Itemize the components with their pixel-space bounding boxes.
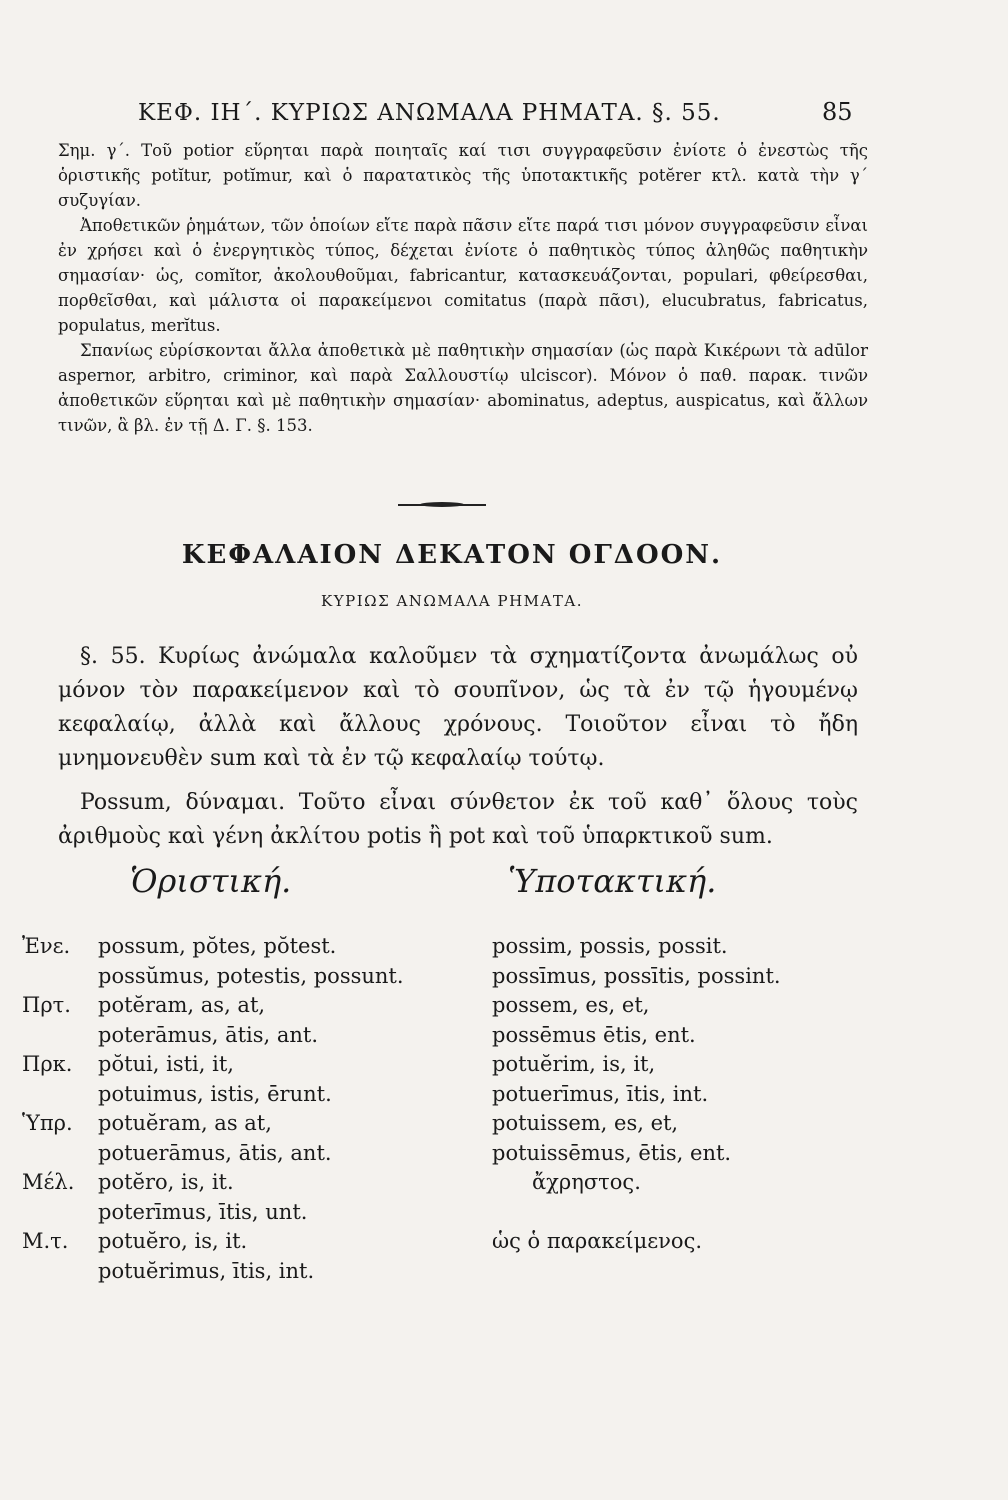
running-head: ΚΕΦ. ΙΗ΄. ΚΥΡΙΩΣ ΑΝΩΜΑΛΑ ΡΗΜΑΤΑ. §. 55. <box>138 100 721 126</box>
table-row <box>22 1229 922 1259</box>
indicative-form: potuĕram, as at, <box>98 1111 272 1135</box>
indicative-form: poterīmus, ītis, unt. <box>98 1199 308 1224</box>
conjugation-table <box>22 934 922 1288</box>
table-row <box>22 1259 922 1289</box>
indicative-form: possŭmus, potestis, possunt. <box>98 963 404 988</box>
subjunctive-form: potuĕrim, is, it, <box>492 1052 656 1076</box>
subjunctive-form: possīmus, possītis, possint. <box>492 963 781 988</box>
subjunctive-form: potuissēmus, ētis, ent. <box>492 1140 732 1165</box>
indicative-heading: Ὁριστική. <box>130 862 292 900</box>
table-row <box>22 1111 922 1141</box>
indicative-form: potuĕrimus, ītis, int. <box>98 1258 315 1283</box>
subjunctive-form: possem, es, et, <box>492 993 650 1017</box>
subjunctive-form: ὡς ὁ παρακείμενος. <box>492 1229 702 1253</box>
indicative-form: potuimus, istis, ērunt. <box>98 1081 332 1106</box>
subjunctive-form: possim, possis, possit. <box>492 934 728 958</box>
footnote-block <box>58 138 868 438</box>
note-paragraph-1: Σημ. γ΄. Τοῦ potior εὕρηται παρὰ ποιηταῖς καί τισι συγγραφεῦσιν ἐνίοτε ὁ ἐνεστὼς τῆς ὁριστικῆς potĭtur, potĭmur, καὶ ὁ παρατατικὸς τῆς ὑποτακτικῆς potĕrer κτλ. κατὰ τὴν γ΄ συζυγίαν. <box>58 141 868 210</box>
indicative-form: pŏtui, isti, it, <box>98 1052 234 1076</box>
table-row <box>22 1141 922 1171</box>
note-paragraph-2: Ἀποθετικῶν ῥημάτων, τῶν ὁποίων εἴτε παρὰ πᾶσιν εἴτε παρά τισι μόνον συγγραφεῦσιν εἶναι ἐν χρήσει καὶ ὁ ἐνεργητικὸς τύπος, δέχεται ἐνίοτε ὁ παθητικὸς τύπος ἀληθῶς παθητικὴν σημασίαν· ὡς, comĭtor, ἀκολουθοῦμαι, fabricantur, κατασκευάζονται, populari, φθείρεσθαι, πορθεῖσθαι, καὶ μάλιστα οἱ παρακείμενοι comitatus (παρὰ πᾶσι), elucubratus, fabricatus, populatus, merĭtus. <box>58 216 868 335</box>
ornamental-divider <box>398 504 486 506</box>
tense-label: Ὑπρ. <box>22 1111 73 1135</box>
chapter-subtitle: ΚΥΡΙΩΣ ΑΝΩΜΑΛΑ ΡΗΜΑΤΑ. <box>321 592 583 610</box>
section-text: §. 55. Κυρίως ἀνώμαλα καλοῦμεν τὰ σχηματίζοντα ἀνωμάλως οὐ μόνον τὸν παρακείμενον καὶ τὸ σουπῖνον, ὡς τὰ ἐν τῷ ἡγουμένῳ κεφαλαίῳ, ἀλλὰ καὶ ἄλλους χρόνους. Τοιοῦτον εἶναι τὸ ἤδη μνημονευθὲν sum καὶ τὰ ἐν τῷ κεφαλαίῳ τούτῳ. <box>58 644 858 771</box>
tense-label: Μ.τ. <box>22 1229 69 1253</box>
indicative-form: potĕro, is, it. <box>98 1170 234 1194</box>
tense-label: Πρκ. <box>22 1052 73 1076</box>
subjunctive-form: potuissem, es, et, <box>492 1111 679 1135</box>
indicative-form: potuerāmus, ātis, ant. <box>98 1140 332 1165</box>
table-row <box>22 934 922 964</box>
possum-paragraph <box>58 786 858 854</box>
indicative-form: potuĕro, is, it. <box>98 1229 248 1253</box>
table-row <box>22 1200 922 1230</box>
indicative-form: potĕram, as, at, <box>98 993 266 1017</box>
indicative-form: possum, pŏtes, pŏtest. <box>98 934 337 958</box>
subjunctive-form: ἄχρηστος. <box>532 1170 641 1194</box>
chapter-title: ΚΕΦΑΛΑΙΟΝ ΔΕΚΑΤΟΝ ΟΓΔΟΟΝ. <box>181 540 723 570</box>
tense-label: Πρτ. <box>22 993 71 1017</box>
page-number: 85 <box>822 98 853 126</box>
note-paragraph-3: Σπανίως εὑρίσκονται ἄλλα ἀποθετικὰ μὲ παθητικὴν σημασίαν (ὡς παρὰ Κικέρωνι τὰ adūlor aspernor, arbitro, criminor, καὶ παρὰ Σαλλουστίῳ ulciscor). Μόνον ὁ παθ. παρακ. τινῶν ἀποθετικῶν εὕρηται καὶ μὲ παθητικὴν σημασίαν· abominatus, adeptus, auspicatus, καὶ ἄλλων τινῶν, ἃ βλ. ἐν τῇ Δ. Γ. §. 153. <box>58 341 868 435</box>
table-row <box>22 1082 922 1112</box>
table-row <box>22 993 922 1023</box>
table-row <box>22 1023 922 1053</box>
subjunctive-heading: Ὑποτακτική. <box>508 862 717 900</box>
tense-label: Μέλ. <box>22 1170 75 1194</box>
subjunctive-form: potuerīmus, ītis, int. <box>492 1081 709 1106</box>
possum-text: Possum, δύναμαι. Τοῦτο εἶναι σύνθετον ἐκ τοῦ καθ᾽ ὅλους τοὺς ἀριθμοὺς καὶ γένη ἀκλίτου potis ἢ pot καὶ τοῦ ὑπαρκτικοῦ sum. <box>58 790 858 849</box>
indicative-form: poterāmus, ātis, ant. <box>98 1022 319 1047</box>
section-55-paragraph <box>58 640 858 776</box>
table-row <box>22 1052 922 1082</box>
table-row <box>22 1170 922 1200</box>
subjunctive-form: possēmus ētis, ent. <box>492 1022 696 1047</box>
table-row <box>22 964 922 994</box>
tense-label: Ἐνε. <box>22 934 71 958</box>
